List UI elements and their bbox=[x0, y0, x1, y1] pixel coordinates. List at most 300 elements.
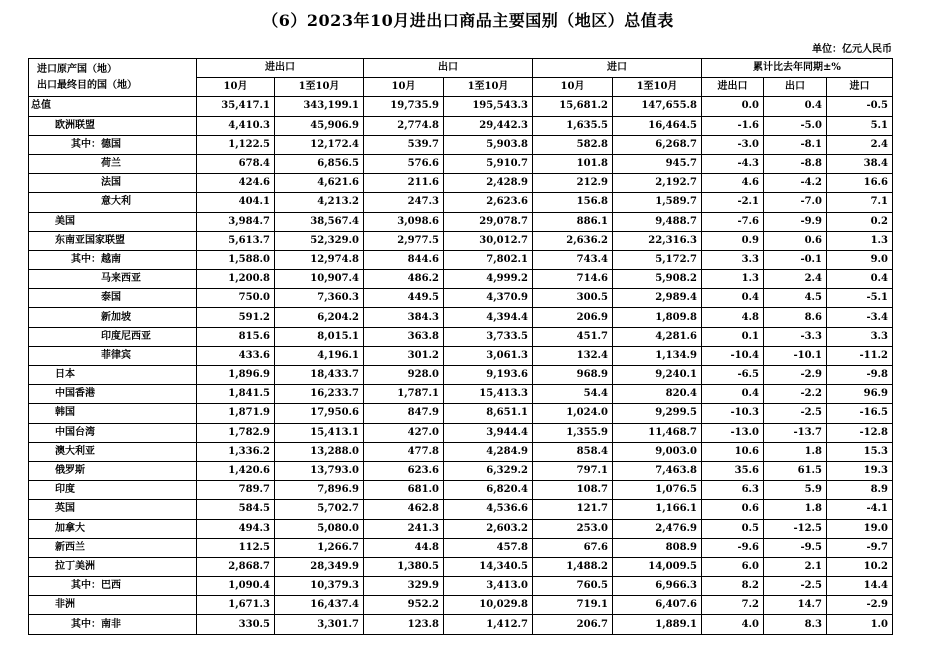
value-cell: -3.4 bbox=[827, 308, 893, 327]
region-name: 东南亚国家联盟 bbox=[29, 231, 197, 250]
value-cell: -11.2 bbox=[827, 346, 893, 365]
value-cell: 1,024.0 bbox=[533, 404, 613, 423]
value-cell: 29,078.7 bbox=[444, 212, 533, 231]
value-cell: 5.9 bbox=[764, 481, 827, 500]
group-header: 进口 bbox=[533, 59, 702, 78]
value-cell: 714.6 bbox=[533, 270, 613, 289]
value-cell: 928.0 bbox=[364, 366, 444, 385]
value-cell: -2.5 bbox=[764, 404, 827, 423]
value-cell: 301.2 bbox=[364, 346, 444, 365]
value-cell: -0.5 bbox=[827, 97, 893, 116]
table-row bbox=[29, 577, 893, 596]
table-row bbox=[29, 404, 893, 423]
value-cell: -9.5 bbox=[764, 538, 827, 557]
value-cell: 253.0 bbox=[533, 519, 613, 538]
sub-header: 10月 bbox=[364, 78, 444, 97]
value-cell: 6,268.7 bbox=[613, 135, 702, 154]
value-cell: 0.0 bbox=[702, 97, 764, 116]
value-cell: 19,735.9 bbox=[364, 97, 444, 116]
value-cell: 2.1 bbox=[764, 557, 827, 576]
value-cell: 2,428.9 bbox=[444, 174, 533, 193]
value-cell: 7.2 bbox=[702, 596, 764, 615]
value-cell: 132.4 bbox=[533, 346, 613, 365]
value-cell: 363.8 bbox=[364, 327, 444, 346]
value-cell: 6,329.2 bbox=[444, 461, 533, 480]
region-name: 印度尼西亚 bbox=[29, 327, 197, 346]
sub-header: 进口 bbox=[827, 78, 893, 97]
value-cell: 8.6 bbox=[764, 308, 827, 327]
value-cell: 457.8 bbox=[444, 538, 533, 557]
region-name: 荷兰 bbox=[29, 154, 197, 173]
row-label-header bbox=[29, 59, 197, 97]
value-cell: -7.6 bbox=[702, 212, 764, 231]
value-cell: 10,379.3 bbox=[275, 577, 364, 596]
value-cell: 0.4 bbox=[702, 289, 764, 308]
value-cell: 61.5 bbox=[764, 461, 827, 480]
value-cell: 7,896.9 bbox=[275, 481, 364, 500]
value-cell: 1,336.2 bbox=[197, 442, 275, 461]
value-cell: 2,977.5 bbox=[364, 231, 444, 250]
value-cell: 4,621.6 bbox=[275, 174, 364, 193]
value-cell: 582.8 bbox=[533, 135, 613, 154]
value-cell: 241.3 bbox=[364, 519, 444, 538]
value-cell: 952.2 bbox=[364, 596, 444, 615]
group-header: 出口 bbox=[364, 59, 533, 78]
value-cell: 7,360.3 bbox=[275, 289, 364, 308]
trade-table bbox=[28, 58, 893, 635]
value-cell: -1.6 bbox=[702, 116, 764, 135]
value-cell: 206.7 bbox=[533, 615, 613, 634]
value-cell: 9.0 bbox=[827, 250, 893, 269]
value-cell: -8.8 bbox=[764, 154, 827, 173]
value-cell: 35.6 bbox=[702, 461, 764, 480]
value-cell: 4,370.9 bbox=[444, 289, 533, 308]
value-cell: 19.3 bbox=[827, 461, 893, 480]
value-cell: -4.1 bbox=[827, 500, 893, 519]
value-cell: 121.7 bbox=[533, 500, 613, 519]
table-row bbox=[29, 250, 893, 269]
value-cell: 427.0 bbox=[364, 423, 444, 442]
region-name: 中国香港 bbox=[29, 385, 197, 404]
value-cell: 3,944.4 bbox=[444, 423, 533, 442]
header-row-groups bbox=[29, 59, 893, 78]
table-row bbox=[29, 481, 893, 500]
value-cell: 5,702.7 bbox=[275, 500, 364, 519]
value-cell: 6,966.3 bbox=[613, 577, 702, 596]
unit-label: 单位：亿元人民币 bbox=[812, 44, 892, 55]
value-cell: 9,299.5 bbox=[613, 404, 702, 423]
value-cell: 15,681.2 bbox=[533, 97, 613, 116]
value-cell: -12.5 bbox=[764, 519, 827, 538]
value-cell: 16,233.7 bbox=[275, 385, 364, 404]
value-cell: 5,903.8 bbox=[444, 135, 533, 154]
table-row bbox=[29, 596, 893, 615]
region-name: 新西兰 bbox=[29, 538, 197, 557]
value-cell: 2,989.4 bbox=[613, 289, 702, 308]
value-cell: 591.2 bbox=[197, 308, 275, 327]
value-cell: 195,543.3 bbox=[444, 97, 533, 116]
value-cell: 1.3 bbox=[827, 231, 893, 250]
value-cell: 1,122.5 bbox=[197, 135, 275, 154]
value-cell: -5.1 bbox=[827, 289, 893, 308]
value-cell: 1,266.7 bbox=[275, 538, 364, 557]
value-cell: 1,420.6 bbox=[197, 461, 275, 480]
value-cell: 343,199.1 bbox=[275, 97, 364, 116]
region-name: 新加坡 bbox=[29, 308, 197, 327]
table-row bbox=[29, 423, 893, 442]
value-cell: 1,635.5 bbox=[533, 116, 613, 135]
value-cell: 384.3 bbox=[364, 308, 444, 327]
value-cell: 6,407.6 bbox=[613, 596, 702, 615]
value-cell: 8.9 bbox=[827, 481, 893, 500]
value-cell: 449.5 bbox=[364, 289, 444, 308]
value-cell: 1,355.9 bbox=[533, 423, 613, 442]
value-cell: -5.0 bbox=[764, 116, 827, 135]
table-row bbox=[29, 308, 893, 327]
value-cell: 5.1 bbox=[827, 116, 893, 135]
value-cell: 12,974.8 bbox=[275, 250, 364, 269]
value-cell: 4,394.4 bbox=[444, 308, 533, 327]
value-cell: 45,906.9 bbox=[275, 116, 364, 135]
table-row bbox=[29, 327, 893, 346]
value-cell: 10.2 bbox=[827, 557, 893, 576]
value-cell: 847.9 bbox=[364, 404, 444, 423]
value-cell: 4.6 bbox=[702, 174, 764, 193]
value-cell: 3,733.5 bbox=[444, 327, 533, 346]
value-cell: 3,984.7 bbox=[197, 212, 275, 231]
table-row bbox=[29, 193, 893, 212]
value-cell: 477.8 bbox=[364, 442, 444, 461]
value-cell: 4,284.9 bbox=[444, 442, 533, 461]
table-row bbox=[29, 366, 893, 385]
value-cell: 10,029.8 bbox=[444, 596, 533, 615]
value-cell: -9.8 bbox=[827, 366, 893, 385]
table-row bbox=[29, 154, 893, 173]
value-cell: -13.7 bbox=[764, 423, 827, 442]
sub-header: 出口 bbox=[764, 78, 827, 97]
region-name: 美国 bbox=[29, 212, 197, 231]
region-name: 韩国 bbox=[29, 404, 197, 423]
value-cell: 3,413.0 bbox=[444, 577, 533, 596]
value-cell: 1,809.8 bbox=[613, 308, 702, 327]
value-cell: 844.6 bbox=[364, 250, 444, 269]
group-header: 累计比去年同期±% bbox=[702, 59, 893, 78]
value-cell: 38.4 bbox=[827, 154, 893, 173]
value-cell: 3,061.3 bbox=[444, 346, 533, 365]
region-name: 意大利 bbox=[29, 193, 197, 212]
value-cell: 44.8 bbox=[364, 538, 444, 557]
value-cell: 13,793.0 bbox=[275, 461, 364, 480]
row-label-line2: 出口最终目的国（地） bbox=[37, 79, 137, 91]
region-name: 印度 bbox=[29, 481, 197, 500]
value-cell: 2,623.6 bbox=[444, 193, 533, 212]
value-cell: 815.6 bbox=[197, 327, 275, 346]
table-row bbox=[29, 231, 893, 250]
value-cell: -10.3 bbox=[702, 404, 764, 423]
value-cell: 0.4 bbox=[827, 270, 893, 289]
value-cell: 3.3 bbox=[702, 250, 764, 269]
value-cell: 15.3 bbox=[827, 442, 893, 461]
table-row bbox=[29, 270, 893, 289]
value-cell: 6.0 bbox=[702, 557, 764, 576]
value-cell: -3.0 bbox=[702, 135, 764, 154]
value-cell: 8,651.1 bbox=[444, 404, 533, 423]
region-name: 澳大利亚 bbox=[29, 442, 197, 461]
value-cell: -10.1 bbox=[764, 346, 827, 365]
value-cell: -9.9 bbox=[764, 212, 827, 231]
value-cell: 10.6 bbox=[702, 442, 764, 461]
value-cell: -0.1 bbox=[764, 250, 827, 269]
value-cell: 404.1 bbox=[197, 193, 275, 212]
region-name: 其中：德国 bbox=[29, 135, 197, 154]
value-cell: 16,464.5 bbox=[613, 116, 702, 135]
value-cell: 9,193.6 bbox=[444, 366, 533, 385]
value-cell: 2,636.2 bbox=[533, 231, 613, 250]
value-cell: 10,907.4 bbox=[275, 270, 364, 289]
value-cell: 1,090.4 bbox=[197, 577, 275, 596]
value-cell: 4,281.6 bbox=[613, 327, 702, 346]
value-cell: 0.4 bbox=[702, 385, 764, 404]
value-cell: 678.4 bbox=[197, 154, 275, 173]
value-cell: 1,488.2 bbox=[533, 557, 613, 576]
value-cell: 0.6 bbox=[764, 231, 827, 250]
value-cell: 14.4 bbox=[827, 577, 893, 596]
value-cell: 462.8 bbox=[364, 500, 444, 519]
region-name: 加拿大 bbox=[29, 519, 197, 538]
value-cell: -8.1 bbox=[764, 135, 827, 154]
value-cell: 52,329.0 bbox=[275, 231, 364, 250]
table-row bbox=[29, 615, 893, 634]
value-cell: 3,301.7 bbox=[275, 615, 364, 634]
value-cell: 1,166.1 bbox=[613, 500, 702, 519]
value-cell: -4.2 bbox=[764, 174, 827, 193]
value-cell: 5,908.2 bbox=[613, 270, 702, 289]
value-cell: 0.4 bbox=[764, 97, 827, 116]
value-cell: 5,910.7 bbox=[444, 154, 533, 173]
value-cell: 7,463.8 bbox=[613, 461, 702, 480]
value-cell: 156.8 bbox=[533, 193, 613, 212]
table-row bbox=[29, 346, 893, 365]
value-cell: 17,950.6 bbox=[275, 404, 364, 423]
value-cell: 4.5 bbox=[764, 289, 827, 308]
value-cell: 212.9 bbox=[533, 174, 613, 193]
value-cell: 451.7 bbox=[533, 327, 613, 346]
value-cell: 6,204.2 bbox=[275, 308, 364, 327]
value-cell: -10.4 bbox=[702, 346, 764, 365]
value-cell: 1.8 bbox=[764, 500, 827, 519]
sub-header: 10月 bbox=[533, 78, 613, 97]
value-cell: 1,889.1 bbox=[613, 615, 702, 634]
value-cell: 0.5 bbox=[702, 519, 764, 538]
value-cell: 96.9 bbox=[827, 385, 893, 404]
value-cell: 5,613.7 bbox=[197, 231, 275, 250]
value-cell: -13.0 bbox=[702, 423, 764, 442]
region-name: 拉丁美洲 bbox=[29, 557, 197, 576]
value-cell: 247.3 bbox=[364, 193, 444, 212]
value-cell: 2,476.9 bbox=[613, 519, 702, 538]
table-row bbox=[29, 212, 893, 231]
value-cell: 7.1 bbox=[827, 193, 893, 212]
value-cell: 15,413.1 bbox=[275, 423, 364, 442]
region-name: 总值 bbox=[29, 97, 197, 116]
value-cell: 584.5 bbox=[197, 500, 275, 519]
sub-header: 1至10月 bbox=[613, 78, 702, 97]
value-cell: 820.4 bbox=[613, 385, 702, 404]
value-cell: 0.1 bbox=[702, 327, 764, 346]
value-cell: 968.9 bbox=[533, 366, 613, 385]
value-cell: -2.1 bbox=[702, 193, 764, 212]
region-name: 日本 bbox=[29, 366, 197, 385]
value-cell: 38,567.4 bbox=[275, 212, 364, 231]
value-cell: 6.3 bbox=[702, 481, 764, 500]
region-name: 其中：越南 bbox=[29, 250, 197, 269]
table-row bbox=[29, 442, 893, 461]
value-cell: 29,442.3 bbox=[444, 116, 533, 135]
value-cell: 30,012.7 bbox=[444, 231, 533, 250]
value-cell: 0.6 bbox=[702, 500, 764, 519]
value-cell: 1,841.5 bbox=[197, 385, 275, 404]
value-cell: -2.2 bbox=[764, 385, 827, 404]
value-cell: 0.2 bbox=[827, 212, 893, 231]
value-cell: -12.8 bbox=[827, 423, 893, 442]
value-cell: 4.8 bbox=[702, 308, 764, 327]
value-cell: 28,349.9 bbox=[275, 557, 364, 576]
value-cell: 12,172.4 bbox=[275, 135, 364, 154]
value-cell: 9,488.7 bbox=[613, 212, 702, 231]
value-cell: 2,774.8 bbox=[364, 116, 444, 135]
value-cell: 2.4 bbox=[764, 270, 827, 289]
region-name: 泰国 bbox=[29, 289, 197, 308]
region-name: 非洲 bbox=[29, 596, 197, 615]
value-cell: 1.0 bbox=[827, 615, 893, 634]
value-cell: 1.8 bbox=[764, 442, 827, 461]
value-cell: 2,192.7 bbox=[613, 174, 702, 193]
value-cell: 1,896.9 bbox=[197, 366, 275, 385]
table-row bbox=[29, 500, 893, 519]
value-cell: 797.1 bbox=[533, 461, 613, 480]
value-cell: 886.1 bbox=[533, 212, 613, 231]
value-cell: 330.5 bbox=[197, 615, 275, 634]
value-cell: 18,433.7 bbox=[275, 366, 364, 385]
value-cell: 1,200.8 bbox=[197, 270, 275, 289]
value-cell: 858.4 bbox=[533, 442, 613, 461]
value-cell: 760.5 bbox=[533, 577, 613, 596]
value-cell: -7.0 bbox=[764, 193, 827, 212]
value-cell: 14.7 bbox=[764, 596, 827, 615]
value-cell: 112.5 bbox=[197, 538, 275, 557]
value-cell: 8.3 bbox=[764, 615, 827, 634]
value-cell: 2,868.7 bbox=[197, 557, 275, 576]
value-cell: 1,871.9 bbox=[197, 404, 275, 423]
value-cell: 147,655.8 bbox=[613, 97, 702, 116]
table-row bbox=[29, 519, 893, 538]
table-row bbox=[29, 289, 893, 308]
sub-header: 进出口 bbox=[702, 78, 764, 97]
table-row bbox=[29, 538, 893, 557]
value-cell: 1,588.0 bbox=[197, 250, 275, 269]
value-cell: 14,009.5 bbox=[613, 557, 702, 576]
value-cell: 681.0 bbox=[364, 481, 444, 500]
value-cell: 750.0 bbox=[197, 289, 275, 308]
value-cell: 576.6 bbox=[364, 154, 444, 173]
value-cell: 8,015.1 bbox=[275, 327, 364, 346]
value-cell: 539.7 bbox=[364, 135, 444, 154]
value-cell: 11,468.7 bbox=[613, 423, 702, 442]
value-cell: -2.5 bbox=[764, 577, 827, 596]
sub-header: 1至10月 bbox=[275, 78, 364, 97]
value-cell: 2.4 bbox=[827, 135, 893, 154]
table-row bbox=[29, 385, 893, 404]
value-cell: 6,856.5 bbox=[275, 154, 364, 173]
value-cell: 5,080.0 bbox=[275, 519, 364, 538]
value-cell: 54.4 bbox=[533, 385, 613, 404]
value-cell: 6,820.4 bbox=[444, 481, 533, 500]
value-cell: -9.6 bbox=[702, 538, 764, 557]
value-cell: 67.6 bbox=[533, 538, 613, 557]
table-row bbox=[29, 461, 893, 480]
value-cell: 206.9 bbox=[533, 308, 613, 327]
value-cell: 9,003.0 bbox=[613, 442, 702, 461]
value-cell: -6.5 bbox=[702, 366, 764, 385]
value-cell: 1,134.9 bbox=[613, 346, 702, 365]
value-cell: 4,196.1 bbox=[275, 346, 364, 365]
table-row bbox=[29, 97, 893, 116]
value-cell: -4.3 bbox=[702, 154, 764, 173]
value-cell: 16.6 bbox=[827, 174, 893, 193]
value-cell: 1,589.7 bbox=[613, 193, 702, 212]
region-name: 法国 bbox=[29, 174, 197, 193]
value-cell: 4.0 bbox=[702, 615, 764, 634]
value-cell: 1.3 bbox=[702, 270, 764, 289]
value-cell: 0.9 bbox=[702, 231, 764, 250]
group-header: 进出口 bbox=[197, 59, 364, 78]
value-cell: -3.3 bbox=[764, 327, 827, 346]
value-cell: 719.1 bbox=[533, 596, 613, 615]
value-cell: 4,536.6 bbox=[444, 500, 533, 519]
value-cell: 16,437.4 bbox=[275, 596, 364, 615]
value-cell: 101.8 bbox=[533, 154, 613, 173]
value-cell: 13,288.0 bbox=[275, 442, 364, 461]
value-cell: 35,417.1 bbox=[197, 97, 275, 116]
value-cell: 1,787.1 bbox=[364, 385, 444, 404]
value-cell: 14,340.5 bbox=[444, 557, 533, 576]
value-cell: 424.6 bbox=[197, 174, 275, 193]
value-cell: -2.9 bbox=[827, 596, 893, 615]
value-cell: 15,413.3 bbox=[444, 385, 533, 404]
region-name: 中国台湾 bbox=[29, 423, 197, 442]
region-name: 欧洲联盟 bbox=[29, 116, 197, 135]
table-row bbox=[29, 135, 893, 154]
table-title: （6）2023年10月进出口商品主要国别（地区）总值表 bbox=[262, 11, 674, 30]
value-cell: 1,076.5 bbox=[613, 481, 702, 500]
value-cell: 9,240.1 bbox=[613, 366, 702, 385]
value-cell: 433.6 bbox=[197, 346, 275, 365]
table-body bbox=[29, 97, 893, 634]
region-name: 其中：南非 bbox=[29, 615, 197, 634]
value-cell: 211.6 bbox=[364, 174, 444, 193]
value-cell: 8.2 bbox=[702, 577, 764, 596]
value-cell: 300.5 bbox=[533, 289, 613, 308]
value-cell: 3,098.6 bbox=[364, 212, 444, 231]
value-cell: 945.7 bbox=[613, 154, 702, 173]
value-cell: 789.7 bbox=[197, 481, 275, 500]
value-cell: 7,802.1 bbox=[444, 250, 533, 269]
value-cell: 494.3 bbox=[197, 519, 275, 538]
value-cell: 808.9 bbox=[613, 538, 702, 557]
table-row bbox=[29, 174, 893, 193]
region-name: 俄罗斯 bbox=[29, 461, 197, 480]
value-cell: 329.9 bbox=[364, 577, 444, 596]
